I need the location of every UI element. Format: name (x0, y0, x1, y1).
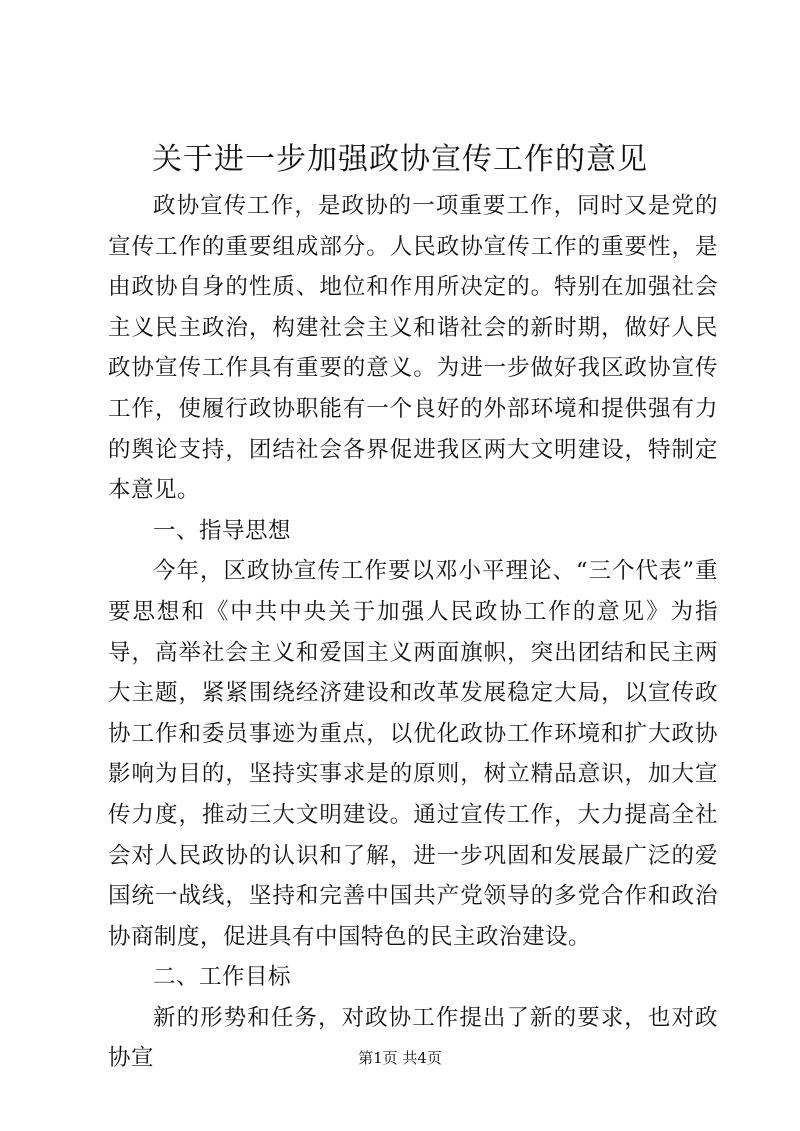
section-heading-guiding-ideology: 一、指导思想 (153, 517, 292, 544)
intro-paragraph: 政协宣传工作，是政协的一项重要工作，同时又是党的宣传工作的重要组成部分。人民政协宣传工作的重要性，是由政协自身的性质、地位和作用所决定的。特别在加强社会主义民主政治，构建社会主义和谐社会的新时期，做好人民政协宣传工作具有重要的意义。为进一步做好我区政协宣传工作，使履行政协职能有一个良好的外部环境和提供强有力的舆论支持，团结社会各界促进我区两大文明建设，特制定本意见。 (108, 193, 718, 504)
guiding-ideology-paragraph: 今年，区政协宣传工作要以邓小平理论、“三个代表”重要思想和《中共中央关于加强人民政协工作的意见》为指导，高举社会主义和爱国主义两面旗帜，突出团结和民主两大主题，紧紧围绕经济建设和改革发展稳定大局，以宣传政协工作和委员事迹为重点，以优化政协工作环境和扩大政协影响为目的，坚持实事求是的原则，树立精品意识，加大宣传力度，推动三大文明建设。通过宣传工作，大力提高全社会对人民政协的认识和了解，进一步巩固和发展最广泛的爱国统一战线，坚持和完善中国共产党领导的多党合作和政治协商制度，促进具有中国特色的民主政治建设。 (108, 558, 718, 950)
section-heading-work-goals: 二、工作目标 (153, 964, 292, 991)
page-number-footer: 第1页 共4页 (358, 1049, 442, 1067)
document-title: 关于进一步加强政协宣传工作的意见 (152, 142, 648, 177)
work-goals-paragraph: 新的形势和任务，对政协工作提出了新的要求，也对政协宣 (108, 1004, 718, 1072)
document-body (108, 186, 718, 1079)
